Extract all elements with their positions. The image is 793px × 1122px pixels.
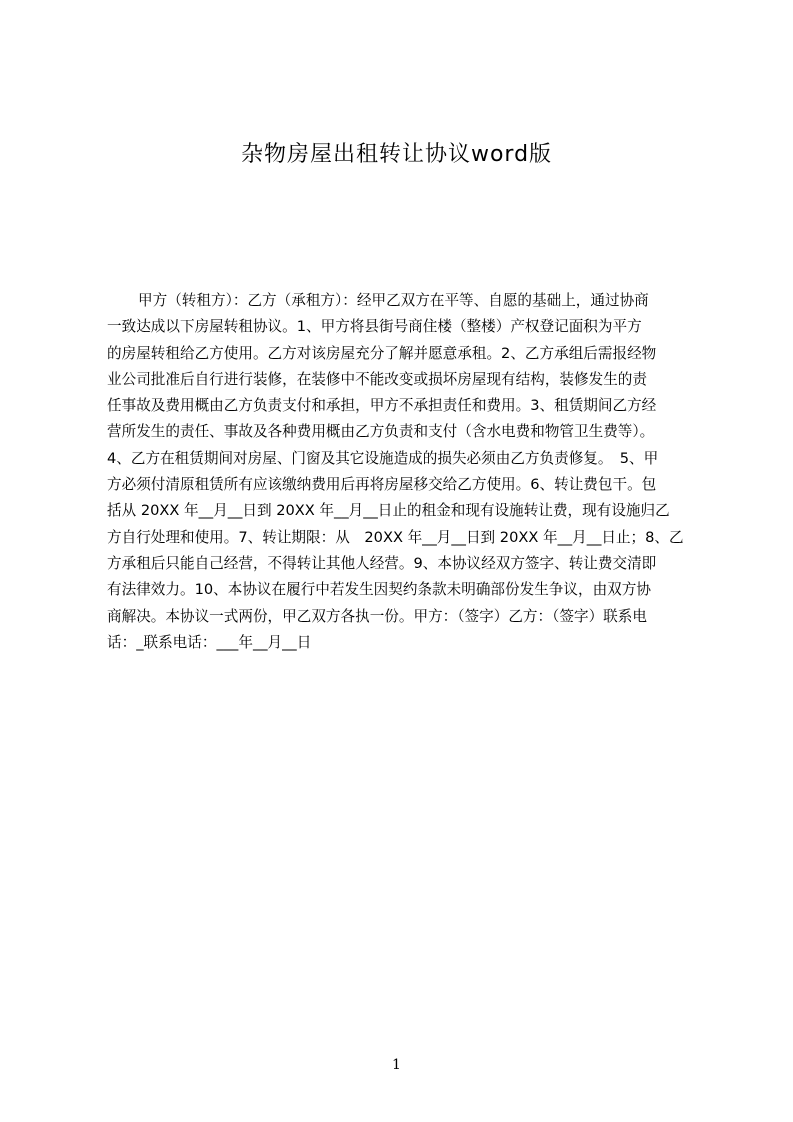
body-line-10: 方自行处理和使用。7、转让期限：从 20XX 年__月__日到 20XX 年__月__日止；8、乙 (107, 528, 684, 546)
body-line-4: 业公司批准后自行进行装修，在装修中不能改变或损坏房屋现有结构，装修发生的责 (107, 370, 647, 388)
body-line-12: 有法律效力。10、本协议在履行中若发生因契约条款未明确部份发生争议，由双方协 (107, 581, 651, 599)
body-line-1: 甲方（转租方）：乙方（承租方）：经甲乙双方在平等、自愿的基础上，通过协商 (138, 292, 649, 309)
body-line-14: 话：_联系电话：___年__月__日 (107, 633, 312, 651)
body-line-5: 任事故及费用概由乙方负责支付和承担，甲方不承担责任和费用。3、租赁期间乙方经 (107, 397, 657, 415)
document-title: 杂物房屋出租转让协议word版 (240, 142, 553, 167)
body-line-2: 一致达成以下房屋转租协议。1、甲方将县街号商住楼（整楼）产权登记面积为平方 (107, 318, 642, 336)
body-line-7: 4、乙方在租赁期间对房屋、门窗及其它设施造成的损失必须由乙方负责修复。 5、甲 (107, 449, 659, 467)
body-line-11: 方承租后只能自己经营，不得转让其他人经营。9、本协议经双方签字、转让费交清即 (107, 554, 657, 572)
body-line-9: 括从 20XX 年__月__日到 20XX 年__月__日止的租金和现有设施转让费，现有设施归乙 (107, 502, 670, 520)
page-number: 1 (392, 1057, 401, 1073)
body-line-13: 商解决。本协议一式两份，甲乙双方各执一份。甲方：（签字）乙方：（签字）联系电 (107, 607, 647, 625)
body-line-8: 方必须付清原租赁所有应该缴纳费用后再将房屋移交给乙方使用。6、转让费包干。包 (107, 476, 657, 494)
body-line-3: 的房屋转租给乙方使用。乙方对该房屋充分了解并愿意承租。2、乙方承组后需报经物 (107, 344, 657, 362)
body-line-6: 营所发生的责任、事故及各种费用概由乙方负责和支付（含水电费和物管卫生费等）。 (107, 423, 655, 441)
agreement-body (107, 288, 697, 656)
